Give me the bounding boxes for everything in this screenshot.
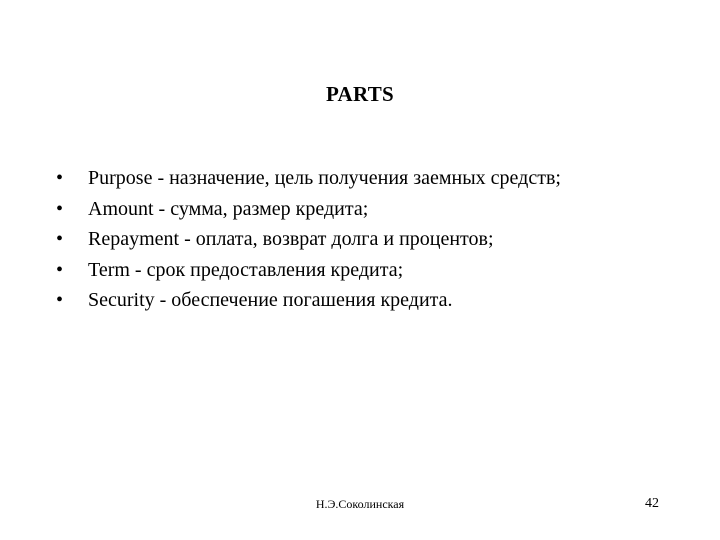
bullet-point-icon: • [56, 289, 64, 311]
bullet-text: Repayment - оплата, возврат долга и процентов; [88, 228, 494, 250]
bullet-item-amount [56, 194, 561, 225]
bullet-text: Term - срок предоставления кредита; [88, 258, 404, 281]
page-number: 42 [645, 496, 659, 511]
bullet-text: Purpose - назначение, цель получения заемных средств; [88, 167, 561, 189]
slide-title: PARTS [325, 82, 395, 106]
bullet-text: Security - обеспечение погашения кредита. [88, 289, 453, 311]
bullet-point-icon: • [56, 167, 64, 189]
bullet-item-security [56, 285, 561, 316]
bullet-point-icon: • [56, 258, 64, 281]
bullet-list [56, 163, 561, 316]
bullet-item-purpose [56, 163, 561, 194]
bullet-item-term [56, 255, 561, 286]
bullet-point-icon: • [56, 197, 64, 220]
bullet-text: Amount - сумма, размер кредита; [88, 197, 369, 220]
bullet-item-repayment [56, 224, 561, 255]
footer-author: Н.Э.Соколинская [315, 497, 405, 511]
bullet-point-icon: • [56, 228, 64, 250]
